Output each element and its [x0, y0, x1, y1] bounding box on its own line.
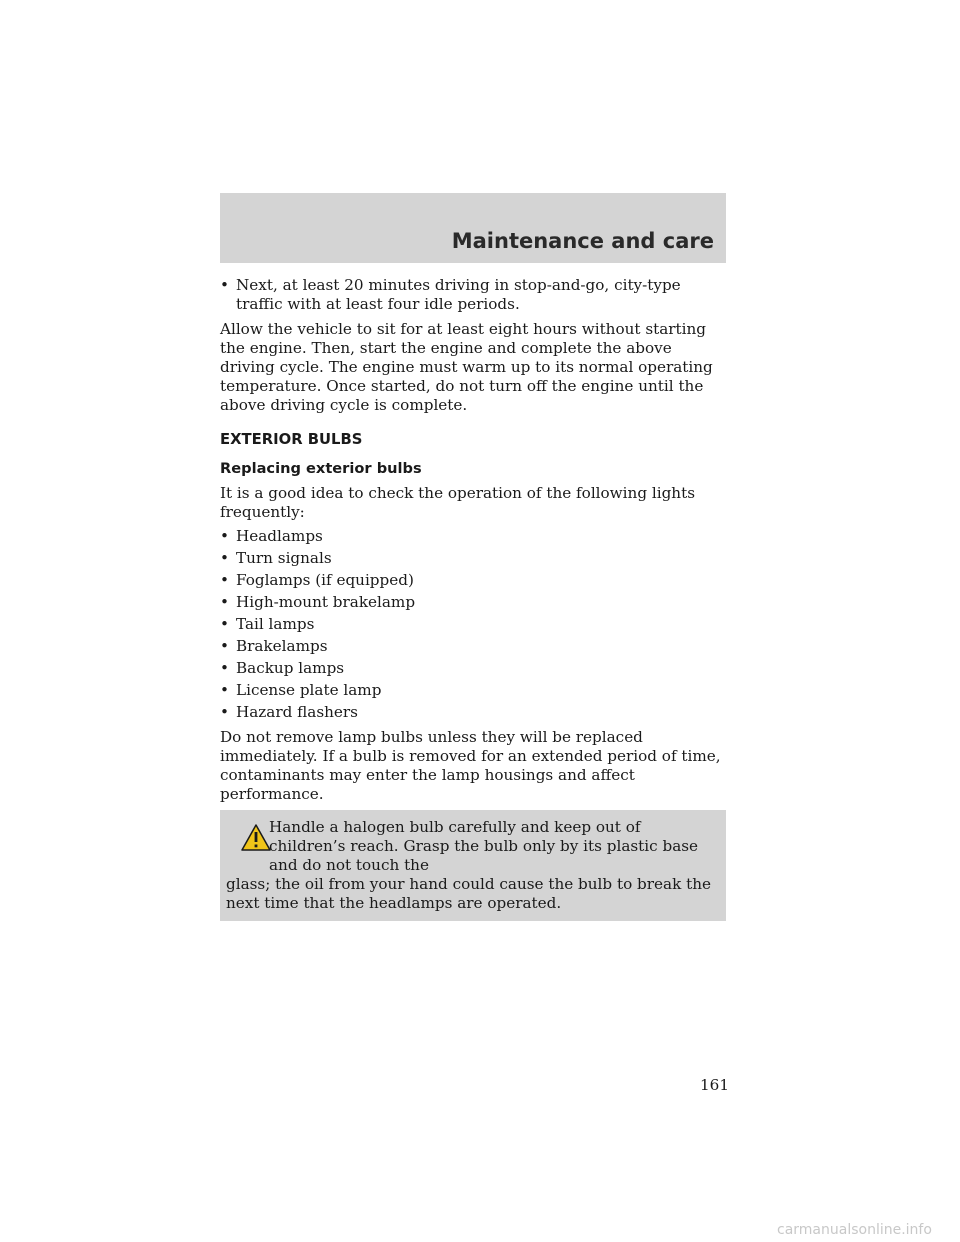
page-content	[220, 276, 726, 921]
section-header-band	[220, 193, 726, 263]
warning-text-line-1: Handle a halogen bulb carefully and keep out of children’s reach. Grasp the bulb only by its plastic base and do not touch the	[269, 818, 699, 874]
sub-heading: Replacing exterior bulbs	[220, 460, 422, 477]
page-number: 161	[700, 1076, 729, 1094]
list-item: • Backup lamps	[220, 659, 345, 677]
list-item: • Hazard flashers	[220, 703, 358, 721]
list-item: • License plate lamp	[220, 681, 382, 699]
watermark: carmanualsonline.info	[777, 1222, 932, 1238]
paragraph-1: Allow the vehicle to sit for at least eight hours without starting the engine. Then, start the engine and complete the above driving cycle. The engine must warm up to its normal operating temperature. Once started, do not turn off the engine until the above driving cycle is complete.	[220, 320, 713, 414]
intro-bullet-text: Next, at least 20 minutes driving in stop-and-go, city-type traffic with at least four idle periods.	[236, 276, 681, 313]
warning-triangle-icon	[241, 824, 271, 851]
list-item: • Brakelamps	[220, 637, 328, 655]
list-item: • Foglamps (if equipped)	[220, 571, 414, 589]
section-heading: EXTERIOR BULBS	[220, 431, 363, 448]
list-item: • High-mount brakelamp	[220, 593, 416, 611]
list-item: • Headlamps	[220, 527, 323, 545]
list-item: • Turn signals	[220, 549, 332, 567]
warning-text-line-2: glass; the oil from your hand could cause the bulb to break the next time that the headlamps are operated.	[226, 875, 711, 912]
list-item: • Tail lamps	[220, 615, 315, 633]
lights-list	[220, 527, 726, 722]
section-title: Maintenance and care	[451, 229, 714, 253]
intro-bullet	[220, 276, 726, 314]
paragraph-3: Do not remove lamp bulbs unless they will be replaced immediately. If a bulb is removed for an extended period of time, contaminants may enter the lamp housings and affect performance.	[220, 728, 721, 803]
warning-box	[220, 810, 726, 921]
bullet-dot: •	[220, 276, 229, 294]
paragraph-2: It is a good idea to check the operation of the following lights frequently:	[220, 484, 695, 521]
